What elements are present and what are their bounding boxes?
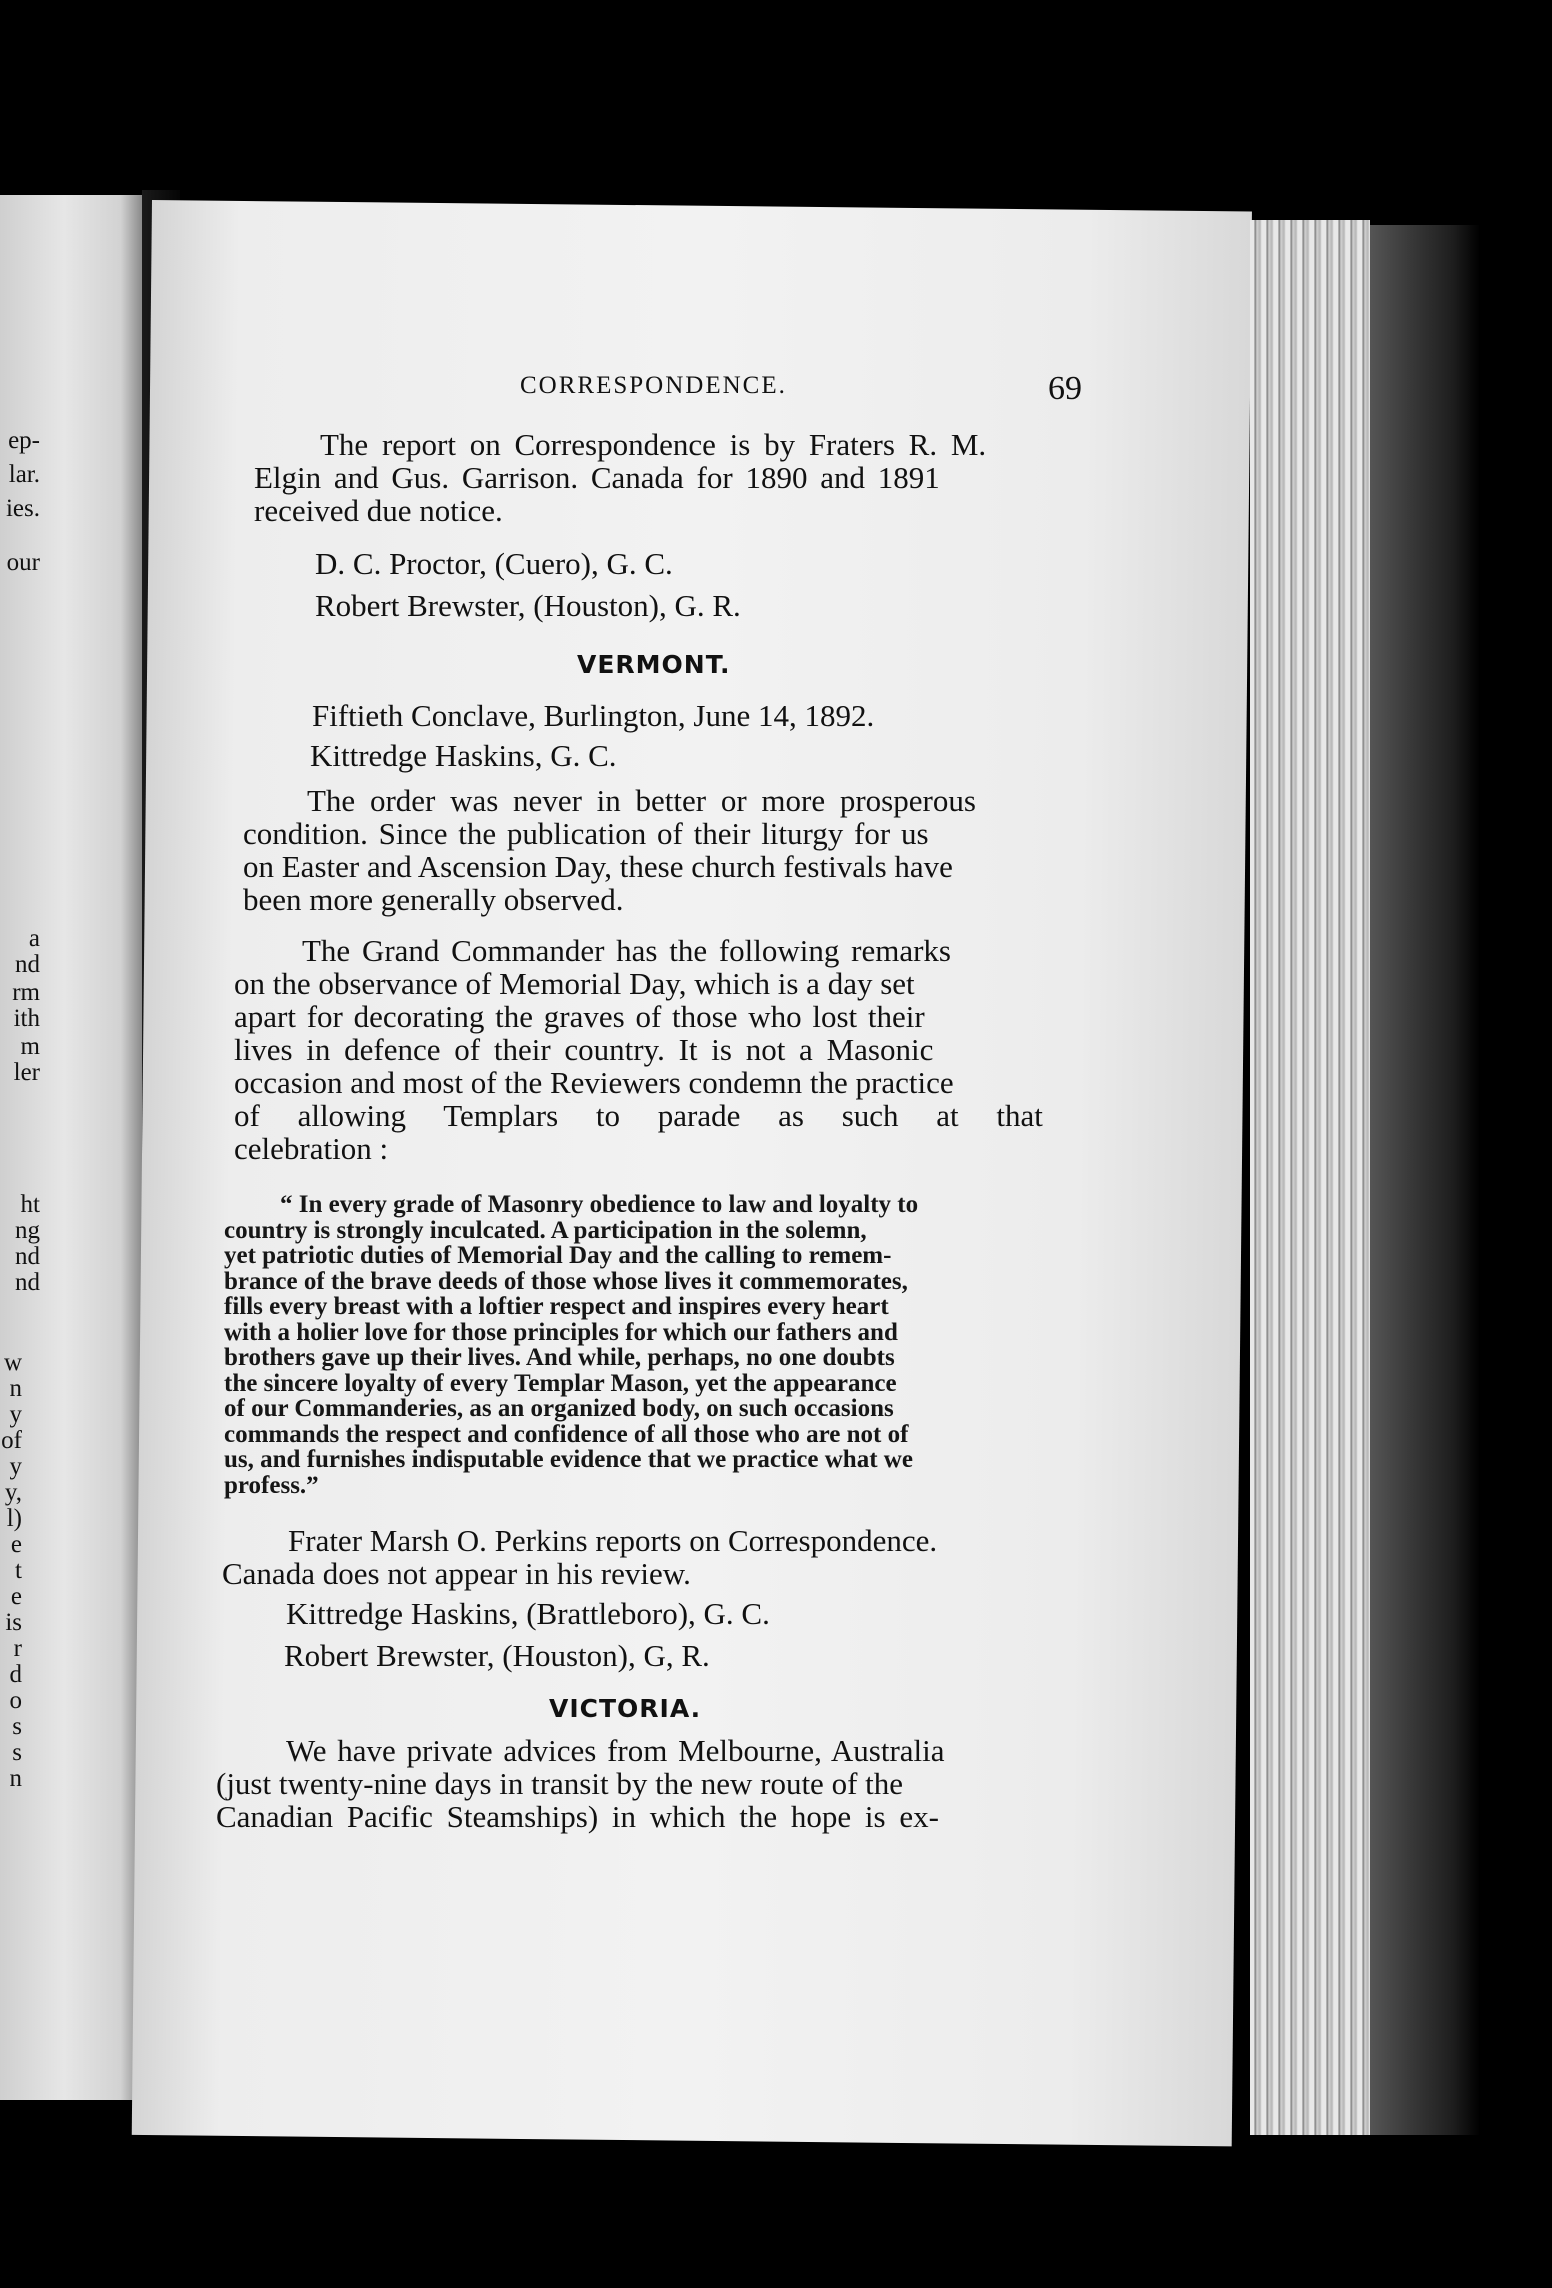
fragment: lar. — [8, 461, 40, 488]
fragment: t — [15, 1557, 22, 1584]
paragraph-texas-report — [254, 428, 1082, 527]
book-spine-shadow — [1370, 225, 1480, 2135]
signature-vermont-grand-commander: Kittredge Haskins, (Brattleboro), G. C. — [286, 1596, 770, 1631]
text-line: received due notice. — [254, 493, 503, 528]
fragment: o — [9, 1687, 22, 1714]
paragraph-perkins — [222, 1524, 1062, 1590]
quote-line: yet patriotic duties of Memorial Day and the calling to remem- — [224, 1242, 892, 1269]
conclave-line: Fiftieth Conclave, Burlington, June 14, 1892. — [312, 698, 875, 733]
signature-grand-commander: D. C. Proctor, (Cuero), G. C. — [315, 546, 673, 581]
fragment: r — [13, 1635, 22, 1662]
fragment: nd — [15, 1269, 40, 1296]
text-line: occasion and most of the Reviewers condemn the practice — [234, 1065, 954, 1100]
quote-line: brothers gave up their lives. And while, perhaps, no one doubts — [224, 1344, 895, 1371]
quoted-address — [224, 1192, 1064, 1498]
fragment: d — [9, 1661, 22, 1688]
fragment: l) — [6, 1505, 22, 1532]
fragment: ies. — [5, 495, 40, 522]
quote-line: country is strongly inculcated. A participation in the solemn, — [224, 1216, 867, 1244]
quote-line: brance of the brave deeds of those whose lives it commemorates, — [224, 1267, 908, 1295]
quote-line: of our Commanderies, as an organized body, on such occasions — [224, 1395, 894, 1422]
fragment: ht — [20, 1191, 40, 1218]
quote-line: commands the respect and confidence of all those who are not of — [224, 1420, 909, 1448]
text-line: of allowing Templars to parade as such at that — [234, 1098, 1043, 1133]
paragraph-memorial-day — [234, 934, 1072, 1165]
fragment: e — [10, 1583, 22, 1610]
fragment: y, — [4, 1479, 22, 1506]
text-line: The order was never in better or more prosperous — [307, 783, 976, 818]
fragment: our — [6, 549, 40, 576]
fragment: w — [3, 1349, 22, 1376]
text-line: The Grand Commander has the following remarks — [302, 933, 951, 968]
text-line: lives in defence of their country. It is not a Masonic — [234, 1032, 934, 1067]
fragment: n — [9, 1375, 22, 1402]
text-line: on Easter and Ascension Day, these church festivals have — [243, 849, 953, 884]
fragment: of — [1, 1427, 22, 1454]
paragraph-order-condition — [243, 784, 1073, 916]
fragment: ng — [15, 1217, 40, 1244]
fragment: a — [28, 925, 40, 952]
fragment: n — [9, 1765, 22, 1792]
text-line: (just twenty-nine days in transit by the new route of the — [216, 1766, 904, 1801]
fragment: ith — [13, 1005, 40, 1032]
signature-grand-recorder: Robert Brewster, (Houston), G. R. — [315, 588, 741, 623]
signature-vermont-grand-recorder: Robert Brewster, (Houston), G, R. — [284, 1638, 710, 1673]
text-line: on the observance of Memorial Day, which is a day set — [234, 966, 915, 1001]
quote-line: with a holier love for those principles for which our fathers and — [224, 1318, 898, 1346]
fragment: s — [12, 1713, 22, 1740]
text-line: Elgin and Gus. Garrison. Canada for 1890 and 1891 — [254, 460, 940, 495]
quote-line: fills every breast with a loftier respect and inspires every heart — [224, 1293, 889, 1320]
text-line: Canada does not appear in his review. — [222, 1556, 691, 1591]
text-line: Canadian Pacific Steamships) in which the hope is ex- — [216, 1799, 939, 1834]
fragment: nd — [15, 951, 40, 978]
text-line: been more generally observed. — [243, 882, 624, 917]
quote-line: the sincere loyalty of every Templar Mason, yet the appearance — [224, 1369, 897, 1397]
fragment: nd — [15, 1243, 40, 1270]
quote-line: “ In every grade of Masonry obedience to law and loyalty to — [280, 1191, 919, 1218]
page-edges — [1250, 220, 1370, 2135]
grand-commander-line: Kittredge Haskins, G. C. — [310, 738, 617, 773]
text-line: condition. Since the publication of their liturgy for us — [243, 816, 929, 851]
quote-line: profess.” — [224, 1471, 319, 1499]
quote-line: us, and furnishes indisputable evidence that we practice what we — [224, 1446, 913, 1473]
fragment: y — [9, 1453, 22, 1480]
running-head: CORRESPONDENCE. — [520, 372, 787, 399]
text-line: apart for decorating the graves of those who lost their — [234, 999, 925, 1034]
text-line: We have private advices from Melbourne, Australia — [286, 1733, 945, 1768]
text-line: Frater Marsh O. Perkins reports on Correspondence. — [288, 1523, 938, 1558]
section-heading-vermont: VERMONT. — [577, 650, 731, 679]
fragment: e — [10, 1531, 22, 1558]
section-heading-victoria: VICTORIA. — [549, 1694, 702, 1723]
fragment: is — [5, 1609, 22, 1636]
fragment: m — [20, 1033, 40, 1060]
fragment: y — [9, 1401, 22, 1428]
text-line: celebration : — [234, 1131, 389, 1166]
fragment: rm — [12, 979, 40, 1006]
page-number: 69 — [1048, 370, 1082, 407]
paragraph-melbourne — [216, 1734, 1056, 1833]
fragment: ep- — [8, 427, 40, 454]
fragment: ler — [13, 1059, 40, 1086]
fragment: s — [12, 1739, 22, 1766]
text-line: The report on Correspondence is by Fraters R. M. — [320, 427, 987, 462]
